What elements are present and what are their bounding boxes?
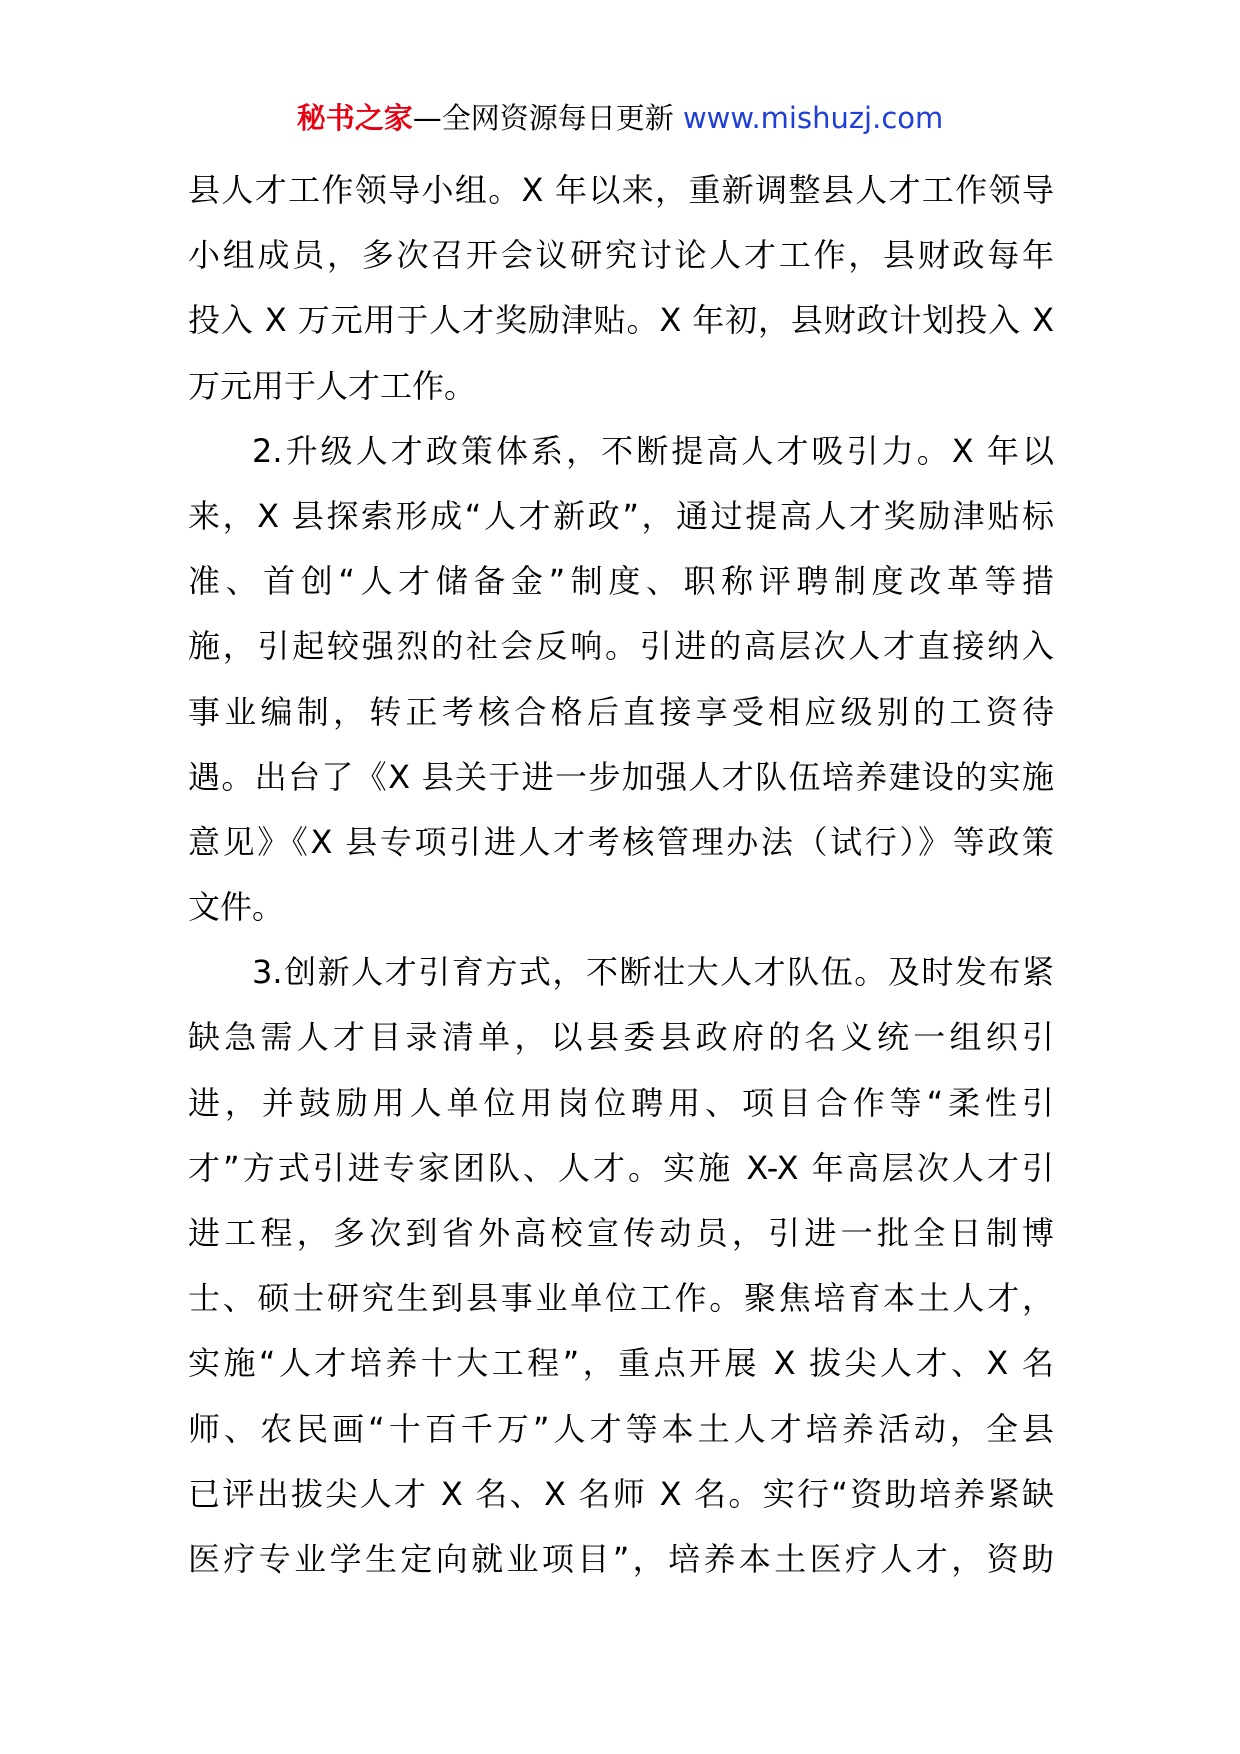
text-line: 进工程，多次到省外高校宣传动员，引进一批全日制博 xyxy=(188,1214,1054,1252)
text-line: 缺急需人才目录清单，以县委县政府的名义统一组织引 xyxy=(188,1018,1054,1057)
header-slogan: —全网资源每日更新 xyxy=(412,101,683,135)
text-line: 万元用于人才工作。 xyxy=(188,366,477,405)
text-line: 师、农民画“十百千万”人才等本土人才培养活动，全县 xyxy=(188,1409,1054,1448)
text-line: 准、首创“人才储备金”制度、职称评聘制度改革等措 xyxy=(188,562,1054,601)
text-line: 施，引起较强烈的社会反响。引进的高层次人才直接纳入 xyxy=(188,627,1054,666)
site-url-link[interactable]: www.mishuzj.com xyxy=(682,101,944,135)
brand-name: 秘书之家 xyxy=(296,101,413,135)
text-line: 投入 X 万元用于人才奖励津贴。X 年初，县财政计划投入 X xyxy=(188,301,1054,340)
text-line: 已评出拔尖人才 X 名、X 名师 X 名。实行“资助培养紧缺 xyxy=(188,1474,1054,1513)
paragraph-heading-3: 3.创新人才引育方式，不断壮大人才队伍。及时发布紧 xyxy=(252,953,1054,992)
text-line: 进，并鼓励用人单位用岗位聘用、项目合作等“柔性引 xyxy=(188,1083,1054,1122)
text-line: 来，X 县探索形成“人才新政”，通过提高人才奖励津贴标 xyxy=(188,496,1054,535)
text-line: 实施“人才培养十大工程”，重点开展 X 拔尖人才、X 名 xyxy=(188,1344,1054,1383)
text-line: 小组成员，多次召开会议研究讨论人才工作，县财政每年 xyxy=(188,236,1054,275)
text-line: 意见》《X 县专项引进人才考核管理办法（试行）》等政策 xyxy=(188,822,1054,861)
text-line: 士、硕士研究生到县事业单位工作。聚焦培育本土人才， xyxy=(188,1279,1054,1318)
paragraph-heading-2: 2.升级人才政策体系，不断提高人才吸引力。X 年以 xyxy=(252,431,1054,470)
text-line: 文件。 xyxy=(188,888,285,927)
text-line: 医疗专业学生定向就业项目”，培养本土医疗人才，资助 xyxy=(188,1539,1054,1578)
text-line: 才”方式引进专家团队、人才。实施 X-X 年高层次人才引 xyxy=(188,1148,1054,1187)
page-header xyxy=(0,98,1240,138)
document-body xyxy=(188,158,1054,1592)
text-line: 事业编制，转正考核合格后直接享受相应级别的工资待 xyxy=(188,692,1054,731)
text-line: 县人才工作领导小组。X 年以来，重新调整县人才工作领导 xyxy=(188,171,1054,209)
text-line: 遇。出台了《X 县关于进一步加强人才队伍培养建设的实施 xyxy=(188,757,1054,796)
